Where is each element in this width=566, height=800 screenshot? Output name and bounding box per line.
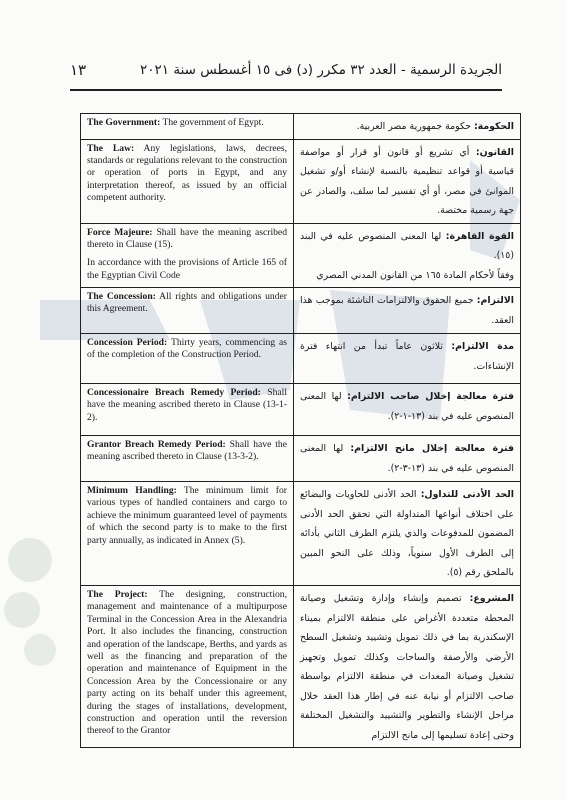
arabic-cell: [294, 384, 521, 436]
table-row: [81, 114, 521, 140]
term-definition: Thirty years, commencing as of the completion of the Construction Period.: [87, 337, 287, 361]
page-number: ١٣: [70, 61, 87, 79]
term-label: Grantor Breach Remedy Period:: [87, 439, 226, 450]
table-row: [81, 288, 521, 334]
definitions-table: [80, 113, 521, 748]
header-rule: [70, 89, 502, 91]
arabic-cell: [294, 334, 521, 384]
arabic-cell: [294, 139, 521, 223]
english-cell: [81, 482, 294, 586]
term-definition: Shall have the meaning ascribed thereto in Clause (13-3-2).: [87, 439, 287, 463]
table-row: [81, 436, 521, 482]
gazette-title: الجريدة الرسمية - العدد ٣٢ مكرر (د) فى ١٥ أغسطس سنة ٢٠٢١: [140, 62, 502, 78]
table-row: [81, 334, 521, 384]
term-label: The Concession:: [87, 291, 156, 302]
term-definition: أي تشريع أو قانون أو قرار أو مواصفة قياسية أو قواعد تنظيمية بالنسبة لإنشاء أو/و تشغيل الموانئ في مصر، أو أي تفسير لما سلف، والصادر عن جهة رسمية مختصة.: [300, 146, 514, 216]
english-cell: [81, 114, 294, 140]
term-definition: حكومة جمهورية مصر العربية.: [356, 121, 474, 132]
arabic-cell: [294, 586, 521, 748]
term-definition: ثلاثون عاماً تبدأ من انتهاء فترة الإنشاءات.: [300, 341, 514, 372]
term-definition: جميع الحقوق والالتزامات الناشئة بموجب هذا العقد.: [300, 295, 514, 326]
term-definition: All rights and obligations under this Agreement.: [87, 291, 287, 315]
term-label: The Project:: [87, 589, 148, 600]
english-cell: [81, 436, 294, 482]
term-definition: The designing, construction, management and maintenance of a multipurpose Terminal in the Concession Area in the Alexandria Port. It also includes the financing, construction and operation of the landscape, Berths, and yards as well as the financing and preparation of the operation and maintenance of Equipment in the Concession Area by the Concessionaire or any party acting on its behalf under this agreement, during the stages of installations, development, construction and operation until the reversion thereof to the Grantor: [87, 589, 288, 737]
term-label: Force Majeure:: [87, 226, 153, 238]
term-label: الالتزام:: [476, 295, 514, 306]
english-cell: [81, 139, 294, 223]
term-definition: The minimum limit for various types of handled containers and cargo to achieve the minimum guaranteed level of payments of which the second party is to make to the first party annually, as indicated in Annex (5).: [87, 485, 287, 546]
english-cell: [81, 288, 294, 334]
arabic-cell: [294, 114, 521, 140]
term-label: The Government:: [87, 117, 161, 128]
term-definition: لها المعنى المنصوص عليه في بند (١٣-٣-٢).: [300, 443, 514, 474]
term-label: الحد الأدنى للتداول:: [420, 489, 514, 500]
arabic-cell: [294, 223, 521, 288]
term-note: وفقاً لأحكام المادة ١٦٥ من القانون المدني المصري: [316, 269, 514, 281]
english-cell: [81, 334, 294, 384]
table-row: [81, 223, 521, 288]
arabic-cell: [294, 288, 521, 334]
term-label: مدة الالتزام:: [451, 341, 514, 352]
term-label: الحكومة:: [473, 121, 514, 132]
arabic-cell: [294, 482, 521, 586]
term-definition: Shall have the meaning ascribed thereto in Clause (13-1-2).: [87, 387, 287, 423]
term-label: القانون:: [475, 146, 514, 158]
table-row: [81, 139, 521, 223]
term-label: المشروع:: [469, 593, 514, 604]
table-row: [81, 384, 521, 436]
english-cell: [81, 586, 294, 748]
term-label: Concession Period:: [87, 337, 168, 348]
term-definition: لها المعنى المنصوص عليه في بند (١٣-١-٢).: [300, 391, 514, 422]
term-label: القوة القاهرة:: [445, 230, 514, 242]
term-definition: The government of Egypt.: [160, 117, 264, 128]
table-row: [81, 482, 521, 586]
term-definition: الحد الأدنى للحاويات والبضائع على اختلاف أنواعها المتداولة التي تحقق الحد الأدنى المضمون للمدفوعات والذي يلتزم الطرف الثاني بأدائه إلى الطرف الأول سنوياً، وذلك على النحو المبين بالملحق رقم (٥).: [300, 489, 514, 578]
term-definition: لها المعنى المنصوص عليه في البند (١٥).: [300, 230, 514, 261]
table-row: [81, 586, 521, 748]
term-definition: Shall have the meaning ascribed thereto in Clause (15).: [87, 226, 287, 250]
term-label: فترة معالجة إخلال مانح الالتزام:: [350, 443, 514, 454]
term-label: Concessionaire Breach Remedy Period:: [87, 387, 261, 398]
term-note: In accordance with the provisions of Article 165 of the Egyptian Civil Code: [87, 257, 287, 281]
term-label: فترة معالجة إخلال صاحب الالتزام:: [347, 391, 514, 402]
term-definition: Any legislations, laws, decrees, standards or regulations relevant to the construction or operation of ports in Egypt, and any interpretation thereof, as issued by an official competent authority.: [87, 142, 287, 204]
arabic-cell: [294, 436, 521, 482]
term-definition: تصميم وإنشاء وإدارة وتشغيل وصيانة المحطة متعددة الأغراض على منطقة الالتزام بميناء الإسكندرية بما في ذلك تمويل وتشييد وتشغيل السطح الأرضي والأرصفة والساحات وكذلك تمويل وتجهيز تشغيل وصيانة المعدات في منطقة الالتزام بواسطة صاحب الالتزام أو نيابة عنه في إطار هذا العقد خلال مراحل الإنشاء والتطوير والتشييد والتشغيل المختلفة وحتى إعادة تسليمها إلى مانح الالتزام: [300, 593, 514, 741]
term-label: The Law:: [87, 142, 135, 154]
term-label: Minimum Handling:: [87, 485, 177, 496]
english-cell: [81, 223, 294, 288]
english-cell: [81, 384, 294, 436]
page-header: [70, 58, 502, 82]
